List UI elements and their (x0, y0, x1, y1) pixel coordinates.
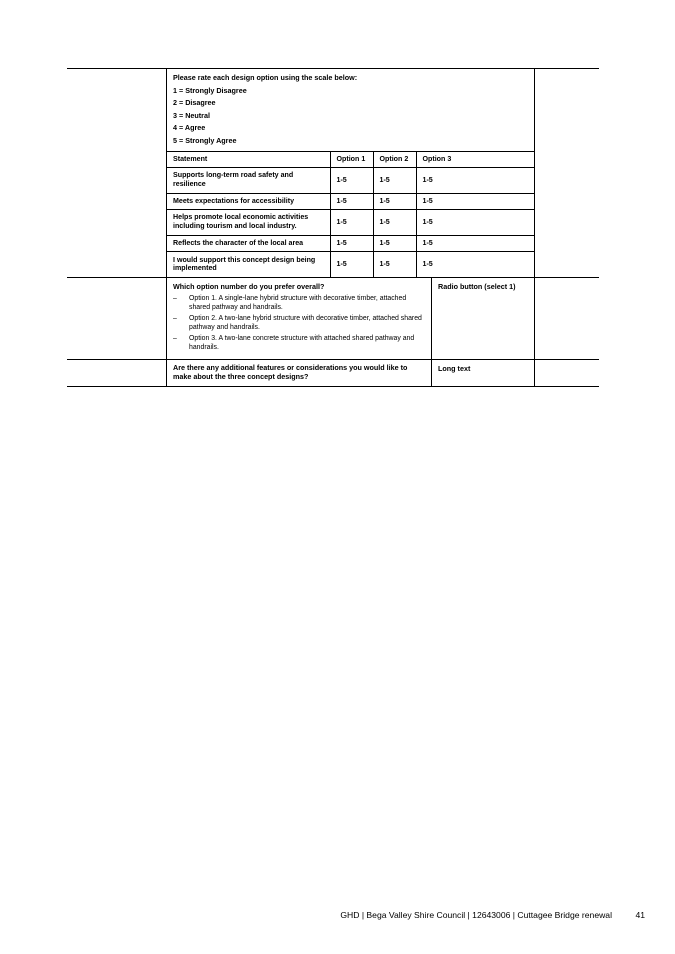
list-item: – Option 2. A two-lane hybrid structure with decorative timber, attached shared pathway and handrails. (173, 315, 422, 331)
dash-bullet: – (173, 295, 177, 303)
scale-instructions (167, 68, 534, 151)
preference-row (67, 278, 599, 360)
preference-question-cell (167, 278, 432, 359)
additional-row (67, 360, 599, 387)
page-number: 41 (635, 910, 645, 920)
statement-cell: I would support this concept design being implemented (167, 251, 330, 277)
list-item: – Option 1. A single-lane hybrid structure with decorative timber, attached shared pathway and handrails. (173, 295, 407, 311)
statement-cell: Helps promote local economic activities including tourism and local industry. (167, 209, 330, 235)
rating-cell: 1-5 (330, 235, 373, 251)
scale-level: 3 = Neutral (173, 110, 210, 120)
scale-level: 4 = Agree (173, 123, 206, 133)
rating-cell: 1-5 (373, 167, 416, 193)
statement-cell: Supports long-term road safety and resilience (167, 167, 330, 193)
table-row (167, 167, 534, 193)
left-empty-cell (67, 278, 167, 359)
footer-text: GHD | Bega Valley Shire Council | 12643006 | Cuttagee Bridge renewal (340, 910, 612, 920)
option-list (173, 295, 425, 352)
left-empty-cell (67, 68, 167, 277)
rating-cell: 1-5 (330, 167, 373, 193)
table-row (167, 193, 534, 209)
dash-bullet: – (173, 315, 177, 323)
header-option-3: Option 3 (416, 151, 534, 167)
rating-cell: 1-5 (373, 193, 416, 209)
rating-cell: 1-5 (330, 209, 373, 235)
right-empty-cell (534, 68, 599, 277)
list-item: – Option 3. A two-lane concrete structure with attached shared pathway and handrails. (173, 335, 415, 351)
rating-table (167, 151, 534, 278)
rating-cell: 1-5 (416, 209, 534, 235)
header-option-2: Option 2 (373, 151, 416, 167)
statement-cell: Meets expectations for accessibility (167, 193, 330, 209)
statement-cell: Reflects the character of the local area (167, 235, 330, 251)
additional-type: Long text (438, 364, 471, 374)
rating-cell: 1-5 (373, 235, 416, 251)
rating-cell: 1-5 (373, 209, 416, 235)
header-option-1: Option 1 (330, 151, 373, 167)
left-empty-cell (67, 360, 167, 386)
table-row (167, 251, 534, 277)
scale-heading: Please rate each design option using the scale below: (173, 73, 358, 82)
right-empty-cell (534, 278, 599, 359)
table-row (167, 209, 534, 235)
right-empty-cell (534, 360, 599, 386)
rating-cell: 1-5 (416, 167, 534, 193)
preference-type: Radio button (select 1) (438, 282, 516, 292)
scale-level: 2 = Disagree (173, 98, 216, 108)
rating-cell: 1-5 (330, 193, 373, 209)
preference-question: Which option number do you prefer overall? (173, 282, 325, 292)
header-statement: Statement (167, 151, 330, 167)
rating-cell: 1-5 (416, 193, 534, 209)
rating-cell: 1-5 (416, 235, 534, 251)
survey-table (67, 68, 599, 387)
rating-row (67, 68, 599, 278)
rating-header-row (167, 151, 534, 167)
table-row (167, 235, 534, 251)
dash-bullet: – (173, 335, 177, 343)
additional-question: Are there any additional features or considerations you would like to make about the three concept designs? (167, 360, 432, 386)
scale-level: 1 = Strongly Disagree (173, 85, 247, 95)
rating-cell: 1-5 (330, 251, 373, 277)
scale-level: 5 = Strongly Agree (173, 135, 237, 145)
rating-cell: 1-5 (416, 251, 534, 277)
rating-cell: 1-5 (373, 251, 416, 277)
